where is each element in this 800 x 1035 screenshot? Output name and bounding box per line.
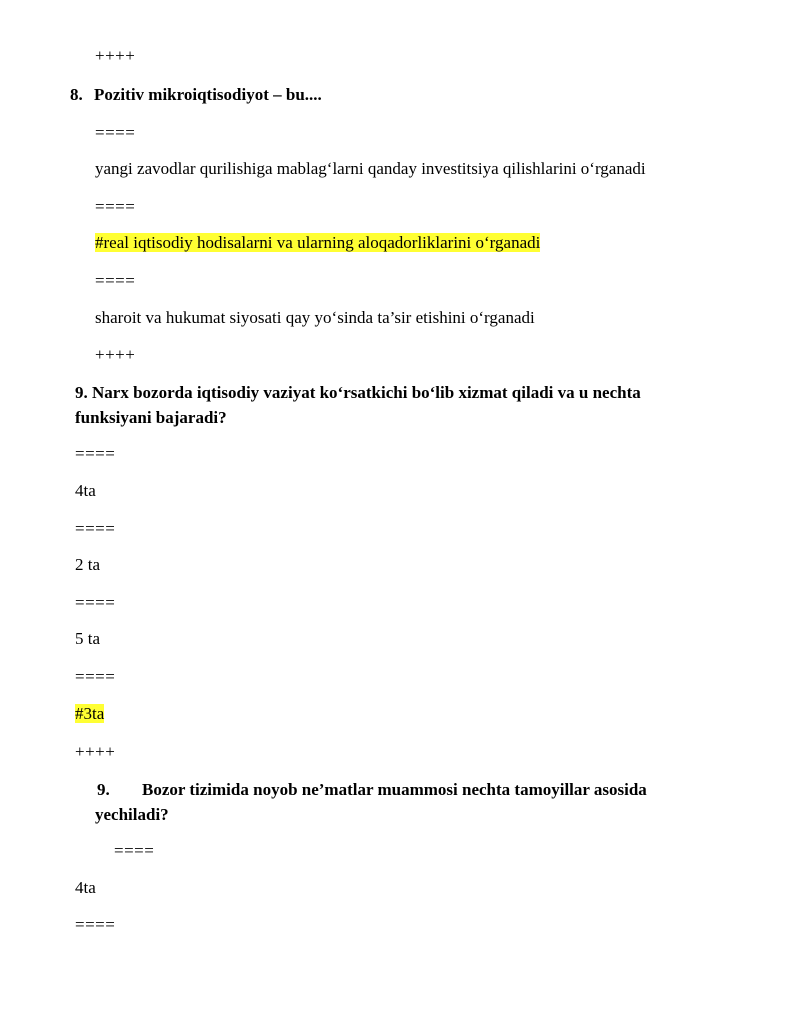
answer-option: 5 ta [75, 629, 101, 648]
block-end-marker: ++++ [95, 46, 136, 65]
option-separator: ==== [95, 197, 136, 216]
block-end-marker: ++++ [95, 345, 136, 364]
option-separator: ==== [95, 123, 136, 142]
option-separator: ==== [75, 519, 116, 538]
option-separator: ==== [75, 915, 116, 934]
highlighted-text: #3ta [75, 704, 105, 723]
question-9-line-2: funksiyani bajaradi? [75, 408, 227, 427]
question-text: Pozitiv mikroiqtisodiyot – bu.... [94, 85, 322, 104]
correct-answer-option [75, 703, 104, 725]
answer-option: 2 ta [75, 555, 101, 574]
option-separator: ==== [75, 593, 116, 612]
question-text: Bozor tizimida noyob ne’matlar muammosi nechta tamoyillar asosida [142, 780, 647, 799]
question-9-line-1: 9. Narx bozorda iqtisodiy vaziyat ko‘rsatkichi bo‘lib xizmat qiladi va u nechta [75, 383, 641, 402]
answer-option: yangi zavodlar qurilishiga mablag‘larni qanday investitsiya qilishlarini o‘rganadi [95, 159, 646, 178]
answer-option: 4ta [75, 481, 96, 500]
option-separator: ==== [95, 271, 136, 290]
option-separator: ==== [75, 444, 116, 463]
question-number: 9. [97, 780, 110, 799]
question-number: 8. [70, 85, 83, 104]
option-separator: ==== [114, 841, 155, 860]
question-8 [70, 84, 322, 106]
question-9b-line-1 [97, 779, 647, 801]
block-end-marker: ++++ [75, 742, 116, 761]
question-9b-line-2: yechiladi? [95, 805, 169, 824]
correct-answer-option [95, 232, 540, 254]
option-separator: ==== [75, 667, 116, 686]
answer-option: sharoit va hukumat siyosati qay yo‘sinda ta’sir etishini o‘rganadi [95, 308, 535, 327]
answer-option: 4ta [75, 878, 96, 897]
highlighted-text: #real iqtisodiy hodisalarni va ularning aloqadorliklarini o‘rganadi [95, 233, 541, 252]
